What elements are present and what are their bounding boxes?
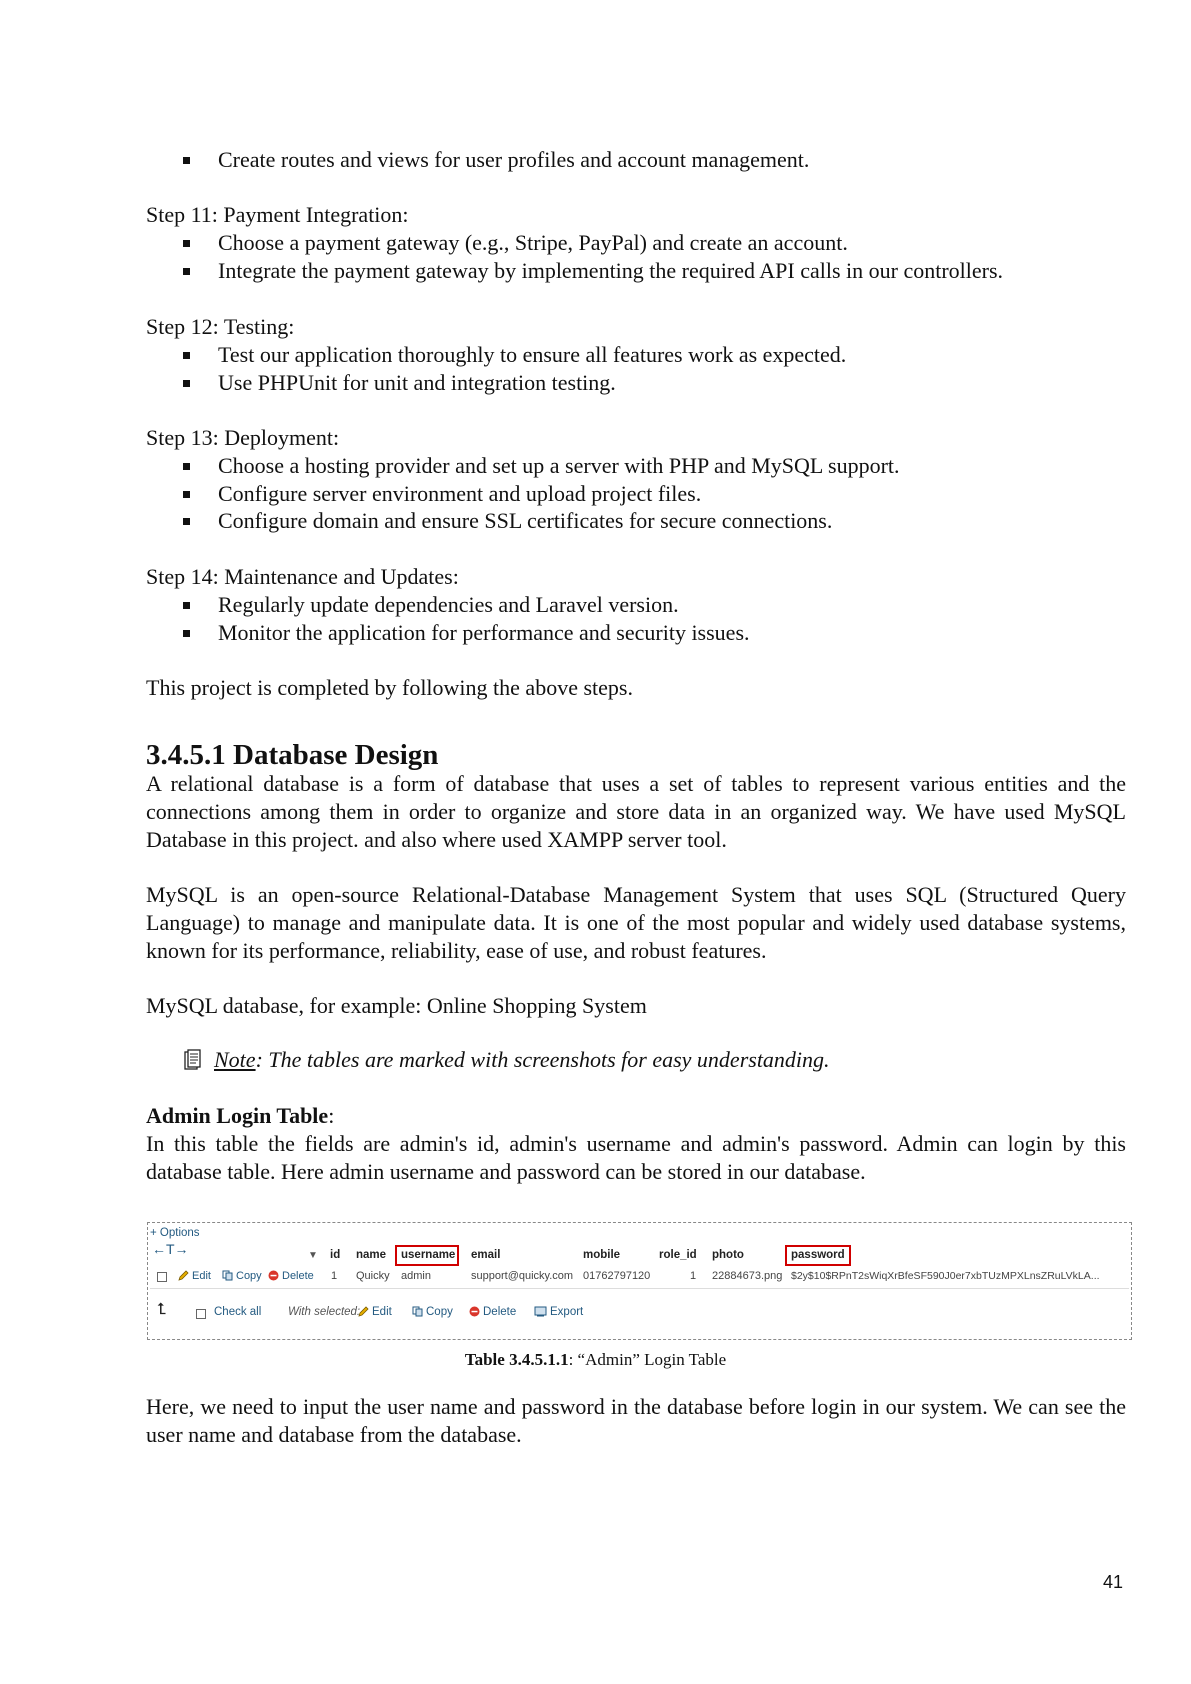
row-checkbox[interactable] [157, 1272, 167, 1282]
list-item [146, 452, 1126, 480]
sort-dropdown-icon[interactable]: ▼ [308, 1250, 318, 1261]
check-all-arrow-icon: ⮤ [157, 1301, 167, 1318]
bullet-square-icon [183, 630, 190, 637]
step-11-list [146, 229, 1126, 284]
admin-title-text: Admin Login Table [146, 1103, 329, 1128]
cell-password: $2y$10$RPnT2sWiqXrBfeSF590J0er7xbTUzMPXLnsZRuLVkLA... [791, 1270, 1100, 1282]
list-item-text: Regularly update dependencies and Laravel version. [218, 592, 679, 617]
bulk-copy-label: Copy [426, 1306, 453, 1318]
list-item [146, 341, 1126, 369]
list-item [146, 591, 1126, 619]
options-link[interactable]: + Options [150, 1227, 200, 1239]
cell-role-id: 1 [690, 1270, 697, 1282]
list-item [146, 229, 1126, 257]
column-header-username[interactable]: username [401, 1249, 456, 1261]
step-14-heading: Step 14: Maintenance and Updates: [146, 564, 459, 589]
bullet-square-icon [183, 491, 190, 498]
export-icon [534, 1306, 547, 1317]
with-selected-label: With selected: [288, 1306, 361, 1318]
check-all-link[interactable]: Check all [214, 1306, 262, 1318]
row-divider [150, 1288, 1129, 1289]
list-item [146, 619, 1126, 647]
row-delete-label: Delete [282, 1270, 314, 1282]
list-item [146, 480, 1126, 508]
step-13-list [146, 452, 1126, 535]
row-delete-button[interactable] [268, 1270, 314, 1282]
bulk-edit-label: Edit [372, 1306, 392, 1318]
username-highlight-box [395, 1245, 459, 1266]
bulk-export-label: Export [550, 1306, 584, 1318]
bulk-delete-button[interactable] [469, 1306, 516, 1318]
row-copy-label: Copy [236, 1270, 262, 1282]
bullet-square-icon [183, 518, 190, 525]
copy-icon [222, 1270, 233, 1281]
delete-icon [268, 1270, 279, 1281]
copy-icon [412, 1306, 423, 1317]
admin-title-suffix: : [328, 1103, 335, 1128]
list-item-text: Choose a payment gateway (e.g., Stripe, PayPal) and create an account. [218, 230, 848, 255]
cell-photo: 22884673.png [712, 1270, 783, 1282]
step-11-heading: Step 11: Payment Integration: [146, 202, 409, 227]
bullet-square-icon [183, 352, 190, 359]
password-highlight-box [785, 1245, 851, 1266]
admin-title [146, 1102, 1126, 1130]
list-item [146, 507, 1126, 535]
column-arrows-icon[interactable]: ←T→ [152, 1241, 189, 1257]
check-all-checkbox[interactable] [196, 1309, 206, 1319]
note-text: : The tables are marked with screenshots for easy understanding. [255, 1047, 830, 1072]
cell-email: support@quicky.com [471, 1270, 574, 1282]
cell-id: 1 [331, 1270, 338, 1282]
bullet-square-icon [183, 380, 190, 387]
list-item [146, 369, 1126, 397]
cell-mobile: 01762797120 [583, 1270, 651, 1282]
step-12-heading: Step 12: Testing: [146, 314, 295, 339]
column-header-role-id[interactable]: role_id [659, 1249, 697, 1261]
bulk-copy-button[interactable] [412, 1306, 453, 1318]
list-item-text: Monitor the application for performance and security issues. [218, 619, 750, 645]
list-item [146, 146, 1126, 174]
closing-paragraph: Here, we need to input the user name and password in the database before login in our system. We can see the user name and database from the database. [146, 1394, 1126, 1447]
bullet-square-icon [183, 463, 190, 470]
delete-icon [469, 1306, 480, 1317]
document-icon [184, 1049, 202, 1071]
step-12-list [146, 341, 1126, 396]
pencil-icon [358, 1306, 369, 1317]
admin-table-screenshot [147, 1222, 1132, 1340]
column-header-password[interactable]: password [791, 1249, 845, 1261]
page-number: 41 [1103, 1572, 1124, 1592]
table-caption [0, 1349, 1191, 1371]
bullet-square-icon [183, 240, 190, 247]
completion-text: This project is completed by following the above steps. [146, 675, 633, 700]
column-header-photo[interactable]: photo [712, 1249, 744, 1261]
list-item [146, 257, 1126, 285]
list-item-text: Choose a hosting provider and set up a server with PHP and MySQL support. [218, 453, 900, 478]
row-edit-button[interactable] [178, 1270, 211, 1282]
list-item-text: Configure server environment and upload project files. [218, 480, 702, 506]
cell-name: Quicky [356, 1270, 390, 1282]
step-14-list [146, 591, 1126, 646]
note-label: Note [214, 1047, 256, 1072]
caption-text: : “Admin” Login Table [568, 1350, 727, 1369]
list-item-text: Configure domain and ensure SSL certificates for secure connections. [218, 508, 833, 533]
bullet-square-icon [183, 157, 190, 164]
bulk-export-button[interactable] [534, 1306, 583, 1318]
admin-description: In this table the fields are admin's id, admin's username and admin's password. Admin can login by this database table. Here admin username and password can be stored in our database. [146, 1131, 1126, 1184]
bulk-delete-label: Delete [483, 1306, 517, 1318]
bullet-square-icon [183, 268, 190, 275]
pencil-icon [178, 1270, 189, 1281]
list-item-text: Use PHPUnit for unit and integration testing. [218, 369, 616, 395]
column-header-name[interactable]: name [356, 1249, 387, 1261]
list-item-text: Integrate the payment gateway by implementing the required API calls in our controllers. [218, 257, 1004, 283]
column-header-id[interactable]: id [330, 1249, 341, 1261]
bullet-list-top [146, 146, 1126, 174]
row-edit-label: Edit [192, 1270, 211, 1282]
list-item-text: Create routes and views for user profiles and account management. [218, 147, 810, 172]
paragraph-mysql: MySQL is an open-source Relational-Database Management System that uses SQL (Structured Query Language) to manage and manipulate data. It is one of the most popular and widely used database systems, known for its performance, reliability, ease of use, and robust features. [146, 882, 1126, 963]
column-header-email[interactable]: email [471, 1249, 501, 1261]
caption-label: Table 3.4.5.1.1 [464, 1350, 569, 1369]
note [184, 1046, 830, 1074]
bullet-square-icon [183, 602, 190, 609]
cell-username: admin [401, 1270, 431, 1282]
list-item-text: Test our application thoroughly to ensure all features work as expected. [218, 342, 847, 367]
row-copy-button[interactable] [222, 1270, 262, 1282]
column-header-mobile[interactable]: mobile [583, 1249, 621, 1261]
step-13-heading: Step 13: Deployment: [146, 425, 340, 450]
bulk-edit-button[interactable] [358, 1306, 392, 1318]
paragraph-relational: A relational database is a form of database that uses a set of tables to represent various entities and the connections among them in order to organize and store data in an organized way. We have used MySQL Database in this project. and also where used XAMPP server tool. [146, 771, 1126, 852]
paragraph-example: MySQL database, for example: Online Shopping System [146, 993, 647, 1018]
section-heading: 3.4.5.1 Database Design [146, 739, 439, 771]
